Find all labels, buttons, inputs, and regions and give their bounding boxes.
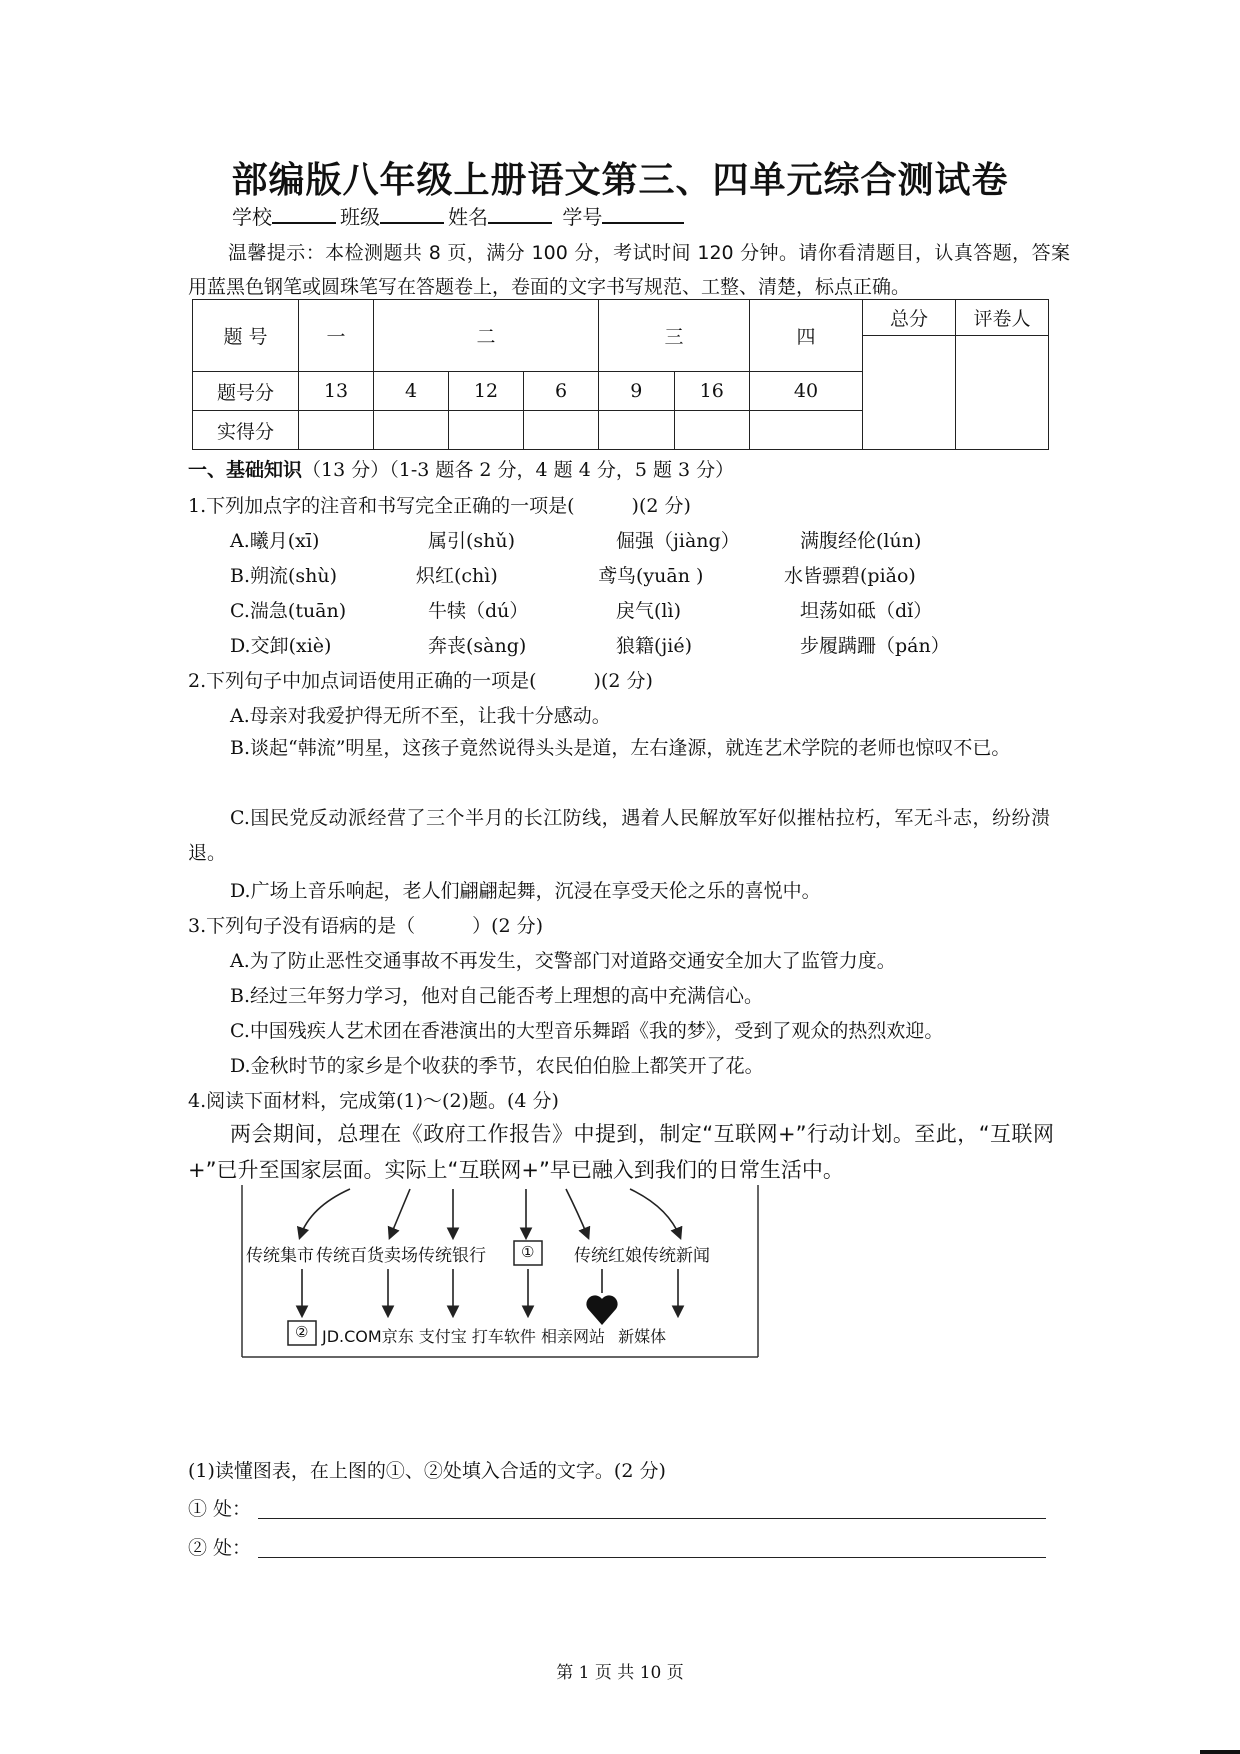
q1-option: 戾气(lì) (616, 600, 681, 622)
section-1-title: 一、基础知识 (188, 459, 303, 481)
points-cell: 16 (674, 372, 750, 411)
diagram-label: 支付宝 (418, 1327, 467, 1346)
q1-option: 狼籍(jié) (616, 635, 693, 657)
diagram-label: 打车软件 (471, 1327, 536, 1346)
diagram-label: 传统红娘 (574, 1246, 642, 1266)
section-3-header: 三 (599, 300, 750, 372)
q3-option-a: A.为了防止恶性交通事故不再发生，交警部门对道路交通安全加大了监管力度。 (230, 950, 896, 972)
q1-option: 倔强（jiàng） (616, 530, 740, 552)
q2-option-a: A.母亲对我爱护得无所不至，让我十分感动。 (230, 705, 611, 727)
answer-label-2: ② 处： (188, 1537, 252, 1559)
heart-icon (586, 1295, 617, 1325)
arrow-top-6 (630, 1189, 680, 1237)
q1-option: 奔丧(sàng) (428, 635, 527, 657)
id-label: 学号 (562, 205, 603, 229)
corner-mark (1200, 1750, 1240, 1754)
earned-cell[interactable] (374, 411, 449, 450)
q2-stem: 2.下列句子中加点词语使用正确的一项是( )(2 分) (188, 670, 653, 692)
q3-option-b: B.经过三年努力学习，他对自己能否考上理想的高中充满信心。 (230, 985, 764, 1007)
points-cell: 13 (299, 372, 374, 411)
diagram-label: 新媒体 (618, 1327, 667, 1346)
earned-cell[interactable] (599, 411, 675, 450)
q1-option: 满腹经伦(lún) (800, 530, 922, 552)
total-header: 总分 (863, 300, 956, 336)
q1-option: D.交卸(xiè) (230, 635, 332, 657)
grader-header: 评卷人 (956, 300, 1049, 336)
row-label-number: 题 号 (193, 300, 299, 372)
q3-option-d: D.金秋时节的家乡是个收获的季节，农民伯伯脸上都笑开了花。 (230, 1055, 764, 1077)
section-1-detail: （13 分）（1-3 题各 2 分，4 题 4 分，5 题 3 分） (302, 459, 735, 481)
earned-cell[interactable] (674, 411, 750, 450)
points-cell: 40 (750, 372, 863, 411)
section-1-heading (188, 455, 734, 482)
total-score-cell[interactable] (863, 336, 956, 450)
school-label: 学校 (232, 205, 272, 229)
section-2-header: 二 (374, 300, 599, 372)
score-table (192, 299, 1049, 450)
points-cell: 12 (449, 372, 524, 411)
diagram-label: 相亲网站 (541, 1327, 606, 1346)
q2-option-c: C.国民党反动派经营了三个半月的长江防线，遇着人民解放军好似摧枯拉朽，军无斗志，纷纷溃退。 (188, 807, 1050, 864)
diagram-label: 传统百货卖场 (316, 1246, 418, 1266)
arrow-top-1 (300, 1189, 350, 1237)
q1-option: 牛犊（dú） (428, 600, 529, 622)
q3-option-c: C.中国残疾人艺术团在香港演出的大型音乐舞蹈《我的梦》，受到了观众的热烈欢迎。 (230, 1020, 944, 1042)
student-info-line (232, 201, 688, 230)
diagram-bottom-row (322, 1324, 666, 1347)
section-4-header: 四 (750, 300, 863, 372)
q2-option-b: B.谈起“韩流”明星，这孩子竟然说得头头是道，左右逢源，就连艺术学院的老师也惊叹不已。 (230, 737, 1011, 759)
points-cell: 4 (374, 372, 449, 411)
q4-sub1: (1)读懂图表，在上图的①、②处填入合适的文字。(2 分) (188, 1460, 666, 1482)
diagram-label: 传统集市 (246, 1246, 314, 1266)
arrow-top-5 (566, 1189, 588, 1237)
q1-option: B.朔流(shù) (230, 565, 338, 587)
q4-stem: 4.阅读下面材料，完成第(1)～(2)题。(4 分) (188, 1090, 559, 1112)
answer-line-2[interactable] (188, 1533, 251, 1560)
diagram-top-row (246, 1241, 486, 1266)
diagram-label: JD.COM京东 (322, 1327, 414, 1346)
points-cell: 6 (524, 372, 599, 411)
grader-cell[interactable] (956, 336, 1049, 450)
q1-option: 步履蹒跚（pán） (800, 635, 950, 657)
q1-option: 属引(shǔ) (428, 530, 516, 552)
q1-option: A.曦月(xī) (230, 530, 320, 552)
diagram-top-row-right (574, 1241, 710, 1266)
q1-option: 坦荡如砥（dǐ） (800, 600, 933, 622)
q2-option-d: D.广场上音乐响起，老人们翩翩起舞，沉浸在享受天伦之乐的喜悦中。 (230, 880, 821, 902)
school-blank[interactable] (272, 204, 336, 224)
id-blank[interactable] (602, 204, 684, 224)
answer-rule-2[interactable] (258, 1557, 1046, 1558)
class-blank[interactable] (380, 204, 444, 224)
diagram-label-blank-1: ① (521, 1243, 535, 1261)
earned-cell[interactable] (299, 411, 374, 450)
answer-line-1[interactable] (188, 1494, 251, 1521)
q1-option: 炽红(chì) (416, 565, 498, 587)
diagram-label-blank-2: ② (295, 1323, 309, 1341)
arrow-top-2 (390, 1189, 410, 1237)
earned-cell[interactable] (524, 411, 599, 450)
q1-option: 鸢鸟(yuān ) (598, 565, 704, 587)
q1-stem: 1.下列加点字的注音和书写完全正确的一项是( )(2 分) (188, 495, 691, 517)
answer-label-1: ① 处： (188, 1498, 252, 1520)
earned-cell[interactable] (750, 411, 863, 450)
exam-tip: 温馨提示：本检测题共 8 页，满分 100 分，考试时间 120 分钟。请你看清题目，认真答题，答案用蓝黑色钢笔或圆珠笔写在答题卷上，卷面的文字书写规范、工整、清楚，标点正确。 (188, 242, 1070, 298)
internet-plus-diagram (240, 1185, 760, 1360)
name-blank[interactable] (488, 204, 552, 224)
class-label: 班级 (340, 205, 380, 229)
points-cell: 9 (599, 372, 675, 411)
row-label-earned: 实得分 (193, 411, 299, 450)
answer-rule-1[interactable] (258, 1518, 1046, 1519)
diagram-label: 传统新闻 (642, 1246, 710, 1266)
q1-option: 水皆骠碧(piǎo) (784, 565, 916, 587)
section-1-header: 一 (299, 300, 374, 372)
q1-option: C.湍急(tuān) (230, 600, 347, 622)
page-footer: 第 1 页 共 10 页 (556, 1663, 684, 1683)
q3-stem: 3.下列句子没有语病的是（ ）(2 分) (188, 915, 544, 937)
q4-material: 两会期间，总理在《政府工作报告》中提到，制定“互联网+”行动计划。至此，“互联网+”已升至国家层面。实际上“互联网+”早已融入到我们的日常生活中。 (188, 1122, 1054, 1182)
page-title: 部编版八年级上册语文第三、四单元综合测试卷 (231, 160, 1009, 201)
name-label: 姓名 (448, 205, 488, 229)
earned-cell[interactable] (449, 411, 524, 450)
diagram-label: 传统银行 (418, 1246, 486, 1266)
row-label-points: 题号分 (193, 372, 299, 411)
